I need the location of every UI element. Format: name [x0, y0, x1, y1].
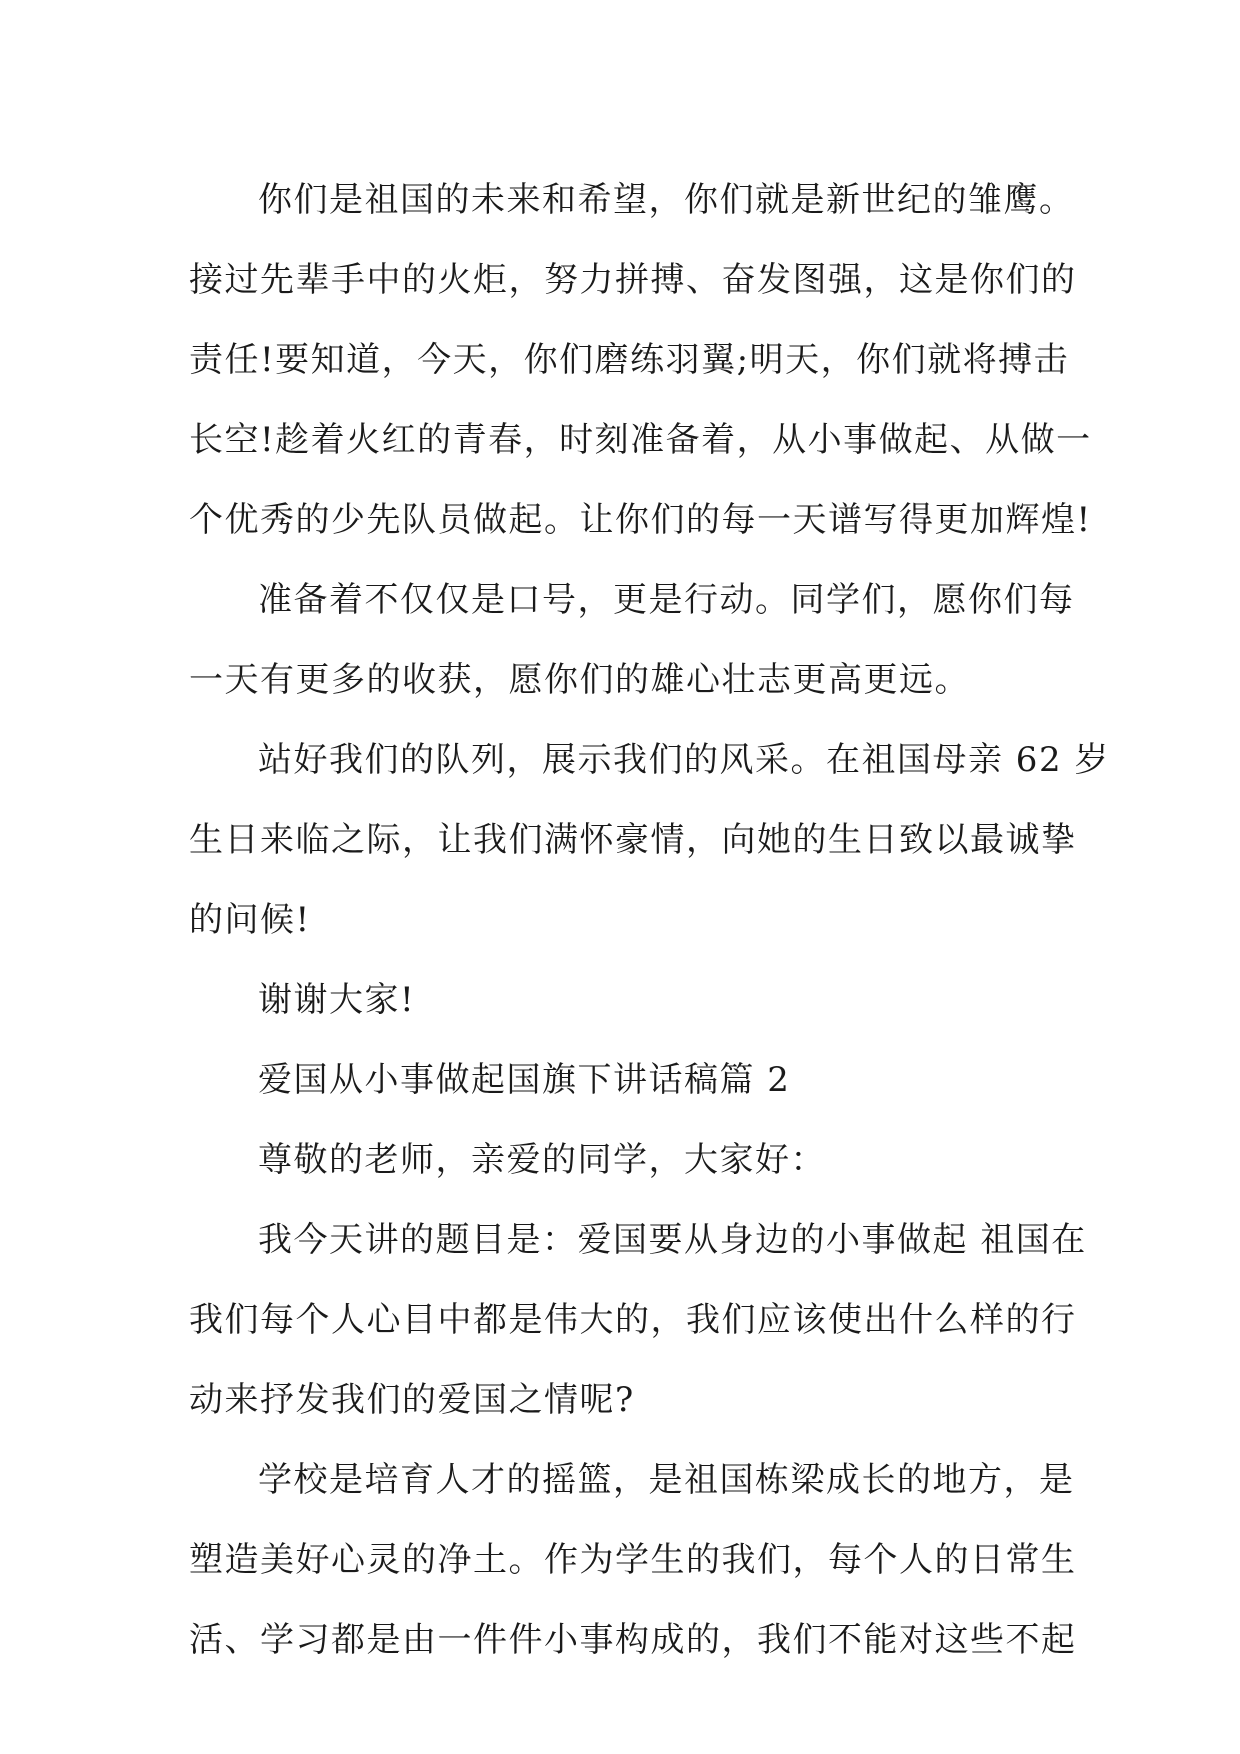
text-line: 塑造美好心灵的净土。作为学生的我们，每个人的日常生 [189, 1540, 1077, 1580]
text-line: 生日来临之际，让我们满怀豪情，向她的生日致以最诚挚 [189, 820, 1077, 860]
text-line: 站好我们的队列，展示我们的风采。在祖国母亲 62 岁 [258, 740, 1110, 780]
paragraph [189, 1200, 1087, 1440]
document-body [189, 160, 1110, 1680]
paragraph [189, 160, 1092, 560]
section-heading [189, 1040, 1059, 1120]
text-line: 爱国从小事做起国旗下讲话稿篇 2 [258, 1060, 791, 1100]
text-line: 我们每个人心目中都是伟大的，我们应该使出什么样的行 [189, 1300, 1077, 1340]
text-line: 学校是培育人才的摇篮，是祖国栋梁成长的地方，是 [258, 1460, 1075, 1500]
paragraph [189, 1440, 1077, 1680]
paragraph [189, 560, 1075, 720]
salutation [189, 1120, 1059, 1200]
text-line: 动来抒发我们的爱国之情呢? [189, 1380, 635, 1420]
text-line: 一天有更多的收获，愿你们的雄心壮志更高更远。 [189, 660, 970, 700]
text-line: 的问候! [189, 900, 311, 940]
text-line: 个优秀的少先队员做起。让你们的每一天谱写得更加辉煌! [189, 500, 1092, 540]
text-line: 长空!趁着火红的青春，时刻准备着，从小事做起、从做一 [189, 420, 1092, 460]
paragraph [189, 960, 1059, 1040]
text-line: 谢谢大家! [258, 980, 416, 1020]
text-line: 尊敬的老师，亲爱的同学，大家好： [258, 1140, 826, 1180]
text-line: 活、学习都是由一件件小事构成的，我们不能对这些不起 [189, 1620, 1077, 1660]
text-line: 接过先辈手中的火炬，努力拼搏、奋发图强，这是你们的 [189, 260, 1077, 300]
text-line: 我今天讲的题目是：爱国要从身边的小事做起 祖国在 [258, 1220, 1087, 1260]
text-line: 你们是祖国的未来和希望，你们就是新世纪的雏鹰。 [258, 180, 1075, 220]
text-line: 责任!要知道，今天，你们磨练羽翼;明天，你们就将搏击 [189, 340, 1070, 380]
paragraph [189, 720, 1110, 960]
text-line: 准备着不仅仅是口号，更是行动。同学们，愿你们每 [258, 580, 1075, 620]
